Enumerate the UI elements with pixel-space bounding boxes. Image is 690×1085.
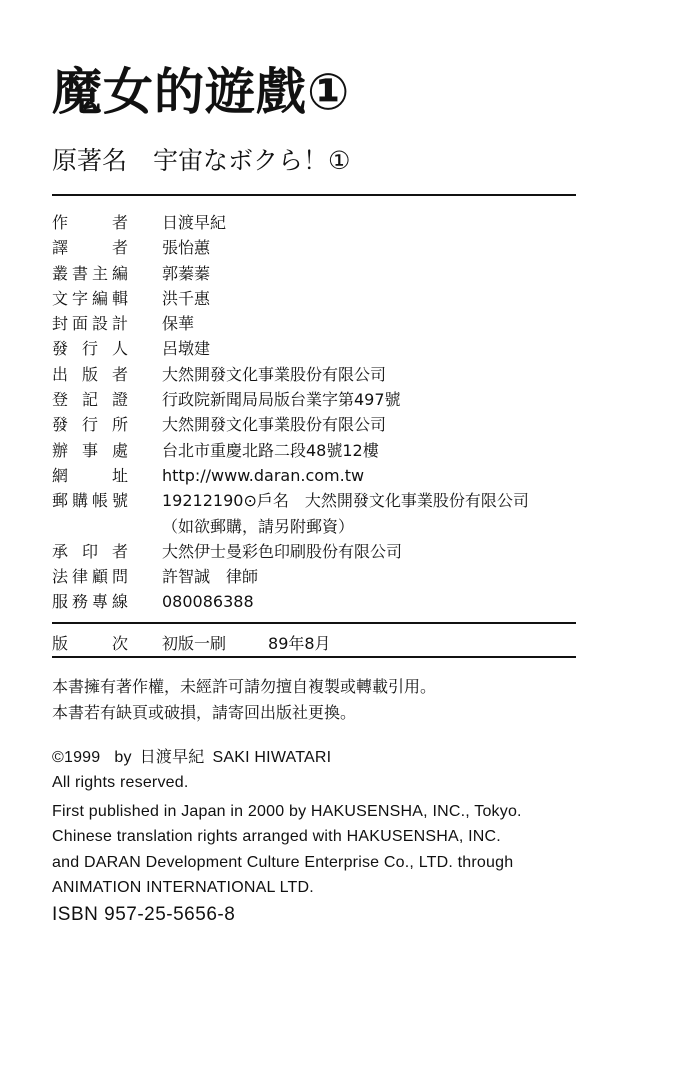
credit-row xyxy=(52,514,612,539)
edition-date: 89年8月 xyxy=(268,634,331,653)
credit-value: 郭蓁蓁 xyxy=(162,263,211,283)
label-char: 編 xyxy=(111,263,128,283)
edition-row xyxy=(52,631,331,654)
divider-middle xyxy=(52,622,576,624)
credit-label xyxy=(52,488,128,511)
credit-value: 呂墩建 xyxy=(162,339,211,359)
label-char: 印 xyxy=(81,541,98,561)
edition-value: 初版一刷 xyxy=(162,634,227,653)
credit-label xyxy=(52,362,128,385)
original-title-label: 原著名 xyxy=(52,146,128,175)
credit-value: 台北市重慶北路二段48號12樓 xyxy=(162,440,379,460)
edition-label xyxy=(52,631,128,654)
credit-row xyxy=(52,336,612,361)
isbn: ISBN 957-25-5656-8 xyxy=(52,904,236,925)
credit-row xyxy=(52,362,612,387)
book-title: 魔女的遊戲① xyxy=(52,63,351,121)
credit-row xyxy=(52,463,612,488)
label-char: 律 xyxy=(71,567,88,587)
label-char: 版 xyxy=(52,634,69,653)
credit-row xyxy=(52,261,612,286)
credit-row xyxy=(52,564,612,589)
label-char: 行 xyxy=(81,339,98,359)
label-char: 證 xyxy=(111,390,128,410)
credit-value: 許智誠 律師 xyxy=(162,567,259,587)
label-char: 者 xyxy=(111,213,128,232)
label-char: 發 xyxy=(52,339,69,359)
credit-value: 保華 xyxy=(162,314,195,334)
original-title-value: 宇宙なボクら！① xyxy=(153,146,351,175)
credit-value: 行政院新聞局局版台業字第497號 xyxy=(162,390,401,410)
label-char: 記 xyxy=(81,390,98,410)
label-char: 字 xyxy=(71,288,88,308)
rights-line: First published in Japan in 2000 by HAKUSENSHA, INC., Tokyo. xyxy=(52,803,522,820)
label-char: 顧 xyxy=(91,567,108,587)
copyright-line xyxy=(52,744,331,767)
rights-line: All rights reserved. xyxy=(52,774,189,791)
credit-label xyxy=(52,438,128,461)
rights-line: ANIMATION INTERNATIONAL LTD. xyxy=(52,879,314,896)
label-char: 帳 xyxy=(91,491,108,511)
label-char: 輯 xyxy=(111,288,128,308)
credit-value: 日渡早紀 xyxy=(162,213,227,232)
label-char: 辦 xyxy=(52,440,69,460)
credit-row xyxy=(52,210,612,235)
label-char: 設 xyxy=(91,314,108,334)
label-char: 版 xyxy=(81,364,98,384)
credits-list xyxy=(52,210,612,615)
credit-label xyxy=(52,336,128,359)
label-char: 出 xyxy=(52,364,69,384)
label-char: 人 xyxy=(111,339,128,359)
rights-line: Chinese translation rights arranged with HAKUSENSHA, INC. xyxy=(52,828,501,845)
credit-label xyxy=(52,235,128,258)
credit-label xyxy=(52,387,128,410)
label-char: 購 xyxy=(71,491,88,511)
label-char: 服 xyxy=(52,592,69,612)
credit-row xyxy=(52,589,612,614)
credit-value: 大然開發文化事業股份有限公司 xyxy=(162,364,387,384)
credit-label xyxy=(52,589,128,612)
divider-top xyxy=(52,194,576,196)
credit-value: 大然開發文化事業股份有限公司 xyxy=(162,415,387,435)
label-char: 者 xyxy=(111,541,128,561)
label-char: 者 xyxy=(111,364,128,384)
rights-line: and DARAN Development Culture Enterprise Co., LTD. through xyxy=(52,854,514,871)
credit-value: 080086388 xyxy=(162,592,254,612)
credit-value: （如欲郵購，請另附郵資） xyxy=(162,516,355,536)
credit-label xyxy=(52,210,128,233)
credit-label xyxy=(52,261,128,284)
credit-label xyxy=(52,311,128,334)
credit-row xyxy=(52,438,612,463)
label-char: 面 xyxy=(71,314,88,334)
label-char: 法 xyxy=(52,567,69,587)
credit-row xyxy=(52,488,612,513)
credit-label xyxy=(52,412,128,435)
label-char: 封 xyxy=(52,314,69,334)
copyright-author-jp: 日渡早紀 xyxy=(139,749,205,766)
label-char: 文 xyxy=(52,288,69,308)
credit-row xyxy=(52,235,612,260)
label-char: 編 xyxy=(91,288,108,308)
label-char: 次 xyxy=(111,634,128,653)
credit-row xyxy=(52,387,612,412)
credit-value: 洪千惠 xyxy=(162,288,211,308)
copyright-notice: 本書擁有著作權，未經許可請勿擅自複製或轉載引用。 xyxy=(52,677,437,696)
credit-value: 大然伊士曼彩色印刷股份有限公司 xyxy=(162,541,403,561)
original-title-row xyxy=(52,144,350,178)
credit-value: 張怡蕙 xyxy=(162,238,211,258)
label-char: 承 xyxy=(52,541,69,561)
label-char: 行 xyxy=(81,415,98,435)
label-char: 處 xyxy=(111,440,128,460)
copyright-author-en: SAKI HIWATARI xyxy=(212,749,332,766)
label-char: 線 xyxy=(111,592,128,612)
divider-bottom xyxy=(52,656,576,658)
label-char: 問 xyxy=(111,567,128,587)
label-char: 網 xyxy=(52,465,69,485)
credit-label xyxy=(52,564,128,587)
label-char: 號 xyxy=(111,491,128,511)
credit-label xyxy=(52,463,128,486)
copyright-year: ©1999 xyxy=(52,749,101,766)
credit-row xyxy=(52,286,612,311)
credit-value: 19212190⊙戶名 大然開發文化事業股份有限公司 xyxy=(162,491,529,511)
credit-value: http://www.daran.com.tw xyxy=(162,465,365,485)
credit-row xyxy=(52,311,612,336)
label-char: 址 xyxy=(111,465,128,485)
label-char: 登 xyxy=(52,390,69,410)
label-char: 作 xyxy=(52,213,69,232)
label-char: 計 xyxy=(111,314,128,334)
label-char: 郵 xyxy=(52,491,69,511)
label-char: 所 xyxy=(111,415,128,435)
label-char: 書 xyxy=(71,263,88,283)
copyright-by: by xyxy=(114,749,132,766)
credit-label xyxy=(52,539,128,562)
label-char: 事 xyxy=(81,440,98,460)
label-char: 發 xyxy=(52,415,69,435)
damage-notice: 本書若有缺頁或破損，請寄回出版社更換。 xyxy=(52,703,357,722)
label-char: 叢 xyxy=(52,263,69,283)
credit-row xyxy=(52,539,612,564)
label-char: 務 xyxy=(71,592,88,612)
credit-label xyxy=(52,286,128,309)
label-char: 譯 xyxy=(52,238,69,258)
label-char: 專 xyxy=(91,592,108,612)
credit-row xyxy=(52,412,612,437)
label-char: 者 xyxy=(111,238,128,258)
label-char: 主 xyxy=(91,263,108,283)
